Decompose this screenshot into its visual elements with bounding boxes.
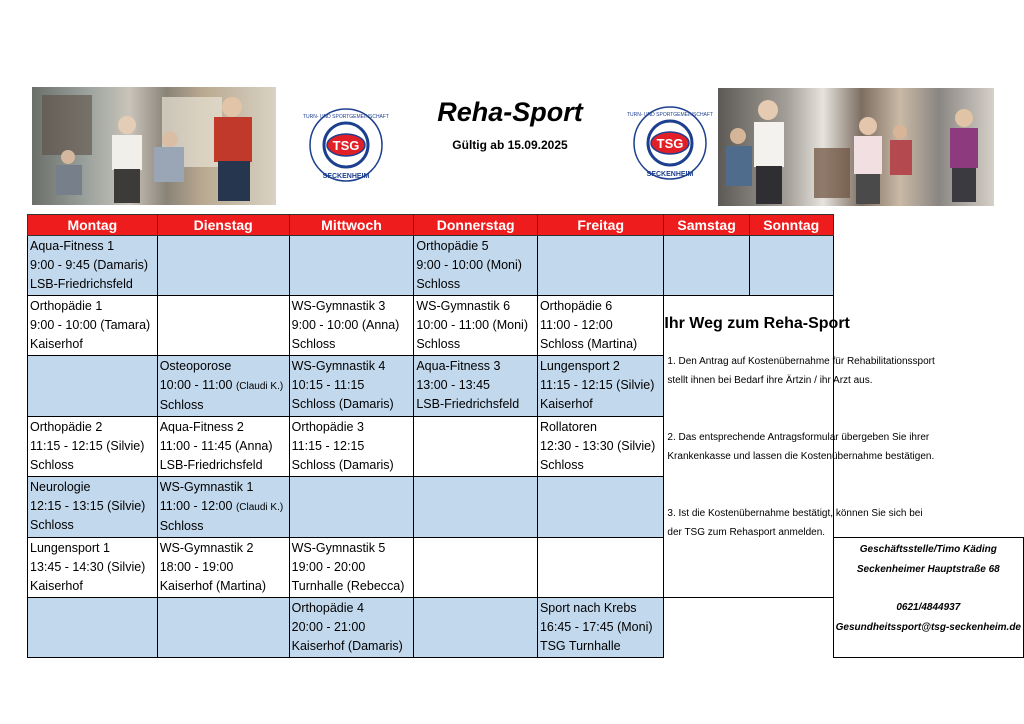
table-row bbox=[28, 538, 1024, 598]
svg-text:TSG: TSG bbox=[656, 136, 684, 151]
course-cell bbox=[157, 417, 289, 477]
day-header-montag: Montag bbox=[28, 215, 158, 236]
course-name: Osteoporose bbox=[159, 359, 232, 373]
course-name: Aqua-Fitness 3 bbox=[416, 359, 501, 373]
course-cell bbox=[414, 296, 538, 356]
course-location: Kaiserhof bbox=[539, 397, 593, 411]
course-location: Schloss (Damaris) bbox=[291, 458, 394, 472]
course-location: Schloss bbox=[30, 458, 74, 472]
empty-cell bbox=[537, 236, 663, 296]
day-header-samstag: Samstag bbox=[664, 215, 749, 236]
empty-cell bbox=[28, 598, 158, 658]
course-name: WS-Gymnastik 6 bbox=[416, 299, 511, 313]
course-cell bbox=[157, 356, 289, 417]
course-location: Schloss bbox=[159, 519, 204, 533]
course-location: LSB-Friedrichsfeld bbox=[159, 458, 263, 472]
weekday-header-row bbox=[28, 215, 1024, 236]
course-time: 20:00 - 21:00 bbox=[291, 620, 366, 634]
svg-text:TURN- UND SPORTGEMEINSCHAFT: TURN- UND SPORTGEMEINSCHAFT bbox=[626, 112, 714, 118]
course-time: 11:15 - 12:15 bbox=[291, 439, 365, 453]
course-time: 12:15 - 13:15 (Silvie) bbox=[30, 499, 146, 513]
contact-office: Geschäftsstelle/Timo Käding bbox=[859, 544, 997, 555]
course-location: Kaiserhof bbox=[30, 579, 83, 593]
course-location: Kaiserhof (Martina) bbox=[159, 579, 266, 593]
empty-cell bbox=[289, 236, 414, 296]
course-name: Orthopädie 1 bbox=[30, 299, 103, 313]
course-location: Schloss bbox=[539, 458, 584, 472]
page-title: Reha-Sport bbox=[437, 97, 583, 127]
contact-email[interactable]: Gesundheitssport@tsg-seckenheim.de bbox=[835, 622, 1021, 633]
course-name: Sport nach Krebs bbox=[539, 601, 637, 615]
course-time bbox=[160, 497, 287, 517]
tsg-logo-right bbox=[626, 105, 714, 181]
empty-cell bbox=[537, 538, 663, 598]
course-cell bbox=[289, 356, 414, 417]
empty-cell bbox=[414, 598, 538, 658]
course-cell bbox=[28, 236, 158, 296]
empty-cell bbox=[157, 296, 289, 356]
course-name: Orthopädie 2 bbox=[30, 420, 103, 434]
course-time: 13:45 - 14:30 (Silvie) bbox=[30, 560, 146, 574]
svg-text:SECKENHEIM: SECKENHEIM bbox=[322, 173, 370, 180]
day-header-dienstag: Dienstag bbox=[157, 215, 289, 236]
course-cell bbox=[537, 296, 663, 356]
course-cell bbox=[157, 538, 289, 598]
course-cell bbox=[537, 417, 663, 477]
course-name: Aqua-Fitness 2 bbox=[159, 420, 244, 434]
empty-cell bbox=[414, 477, 538, 538]
course-location: LSB-Friedrichsfeld bbox=[416, 397, 520, 411]
empty-cell bbox=[157, 236, 289, 296]
course-time: 9:00 - 10:00 (Tamara) bbox=[30, 318, 151, 332]
exercise-photo-left bbox=[32, 87, 276, 205]
contact-address: Seckenheimer Hauptstraße 68 bbox=[856, 564, 1000, 575]
course-cell bbox=[28, 538, 158, 598]
exercise-photo-right bbox=[718, 88, 994, 206]
course-cell bbox=[537, 598, 663, 658]
course-name: Rollatoren bbox=[539, 420, 597, 434]
course-cell bbox=[28, 417, 158, 477]
tsg-logo-left bbox=[302, 107, 390, 183]
course-time: 11:00 - 11:45 (Anna) bbox=[159, 439, 273, 453]
course-time: 11:15 - 12:15 (Silvie) bbox=[30, 439, 145, 453]
schedule-table bbox=[27, 214, 1024, 658]
course-time-value: 10:00 - 11:00 bbox=[159, 378, 233, 392]
table-row bbox=[28, 236, 1024, 296]
course-cell bbox=[28, 296, 158, 356]
course-name: WS-Gymnastik 1 bbox=[159, 480, 254, 494]
course-cell bbox=[537, 356, 663, 417]
table-row bbox=[28, 296, 1024, 356]
course-time: 10:15 - 11:15 bbox=[291, 378, 365, 392]
svg-text:TURN- UND SPORTGEMEINSCHAFT: TURN- UND SPORTGEMEINSCHAFT bbox=[302, 114, 390, 120]
course-name: WS-Gymnastik 3 bbox=[291, 299, 386, 313]
course-time: 11:00 - 12:00 bbox=[539, 318, 613, 332]
course-location: TSG Turnhalle bbox=[539, 639, 621, 653]
course-name: Orthopädie 6 bbox=[539, 299, 613, 313]
course-name: WS-Gymnastik 5 bbox=[291, 541, 386, 555]
course-time-value: 11:00 - 12:00 bbox=[159, 499, 233, 513]
empty-cell bbox=[157, 598, 289, 658]
course-trainer: (Claudi K.) bbox=[235, 502, 284, 513]
course-time: 9:00 - 9:45 (Damaris) bbox=[30, 258, 149, 272]
course-time: 9:00 - 10:00 (Moni) bbox=[416, 258, 522, 272]
course-time: 12:30 - 13:30 (Silvie) bbox=[539, 439, 656, 453]
course-cell bbox=[28, 477, 158, 538]
day-header-donnerstag: Donnerstag bbox=[414, 215, 538, 236]
svg-text:TSG: TSG bbox=[332, 138, 360, 153]
course-name: Orthopädie 4 bbox=[291, 601, 364, 615]
contact-phone: 0621/4844937 bbox=[896, 602, 961, 613]
info-step-1: 1. Den Antrag auf Kostenübernahme für Rehabilitationssport stellt ihnen bei Bedarf ihre Ärtzin / ihr Arzt aus. bbox=[667, 356, 935, 386]
empty-cell bbox=[414, 538, 538, 598]
empty-cell bbox=[289, 477, 414, 538]
empty-cell bbox=[749, 236, 833, 296]
course-cell bbox=[414, 356, 538, 417]
course-cell bbox=[414, 236, 538, 296]
course-location: Schloss bbox=[416, 277, 461, 291]
course-name: Lungensport 1 bbox=[30, 541, 110, 555]
course-location: Schloss (Damaris) bbox=[291, 397, 394, 411]
course-name: WS-Gymnastik 2 bbox=[159, 541, 254, 555]
course-cell bbox=[157, 477, 289, 538]
course-location: Kaiserhof bbox=[30, 337, 83, 351]
course-time: 10:00 - 11:00 (Moni) bbox=[416, 318, 528, 332]
contact-panel bbox=[833, 538, 1023, 658]
svg-text:SECKENHEIM: SECKENHEIM bbox=[646, 171, 694, 178]
info-step-2: 2. Das entsprechende Antragsformular übergeben Sie ihrer Krankenkasse und lassen die Kostenübernahme bestätigen. bbox=[667, 432, 935, 462]
course-cell bbox=[289, 598, 414, 658]
empty-cell bbox=[28, 356, 158, 417]
course-cell bbox=[289, 417, 414, 477]
course-location: Schloss (Martina) bbox=[539, 337, 638, 351]
course-location: Schloss bbox=[416, 337, 461, 351]
course-trainer: (Claudi K.) bbox=[235, 381, 284, 392]
course-location: Schloss bbox=[30, 518, 74, 532]
course-location: Turnhalle (Rebecca) bbox=[291, 579, 405, 593]
course-time: 19:00 - 20:00 bbox=[291, 560, 366, 574]
course-time bbox=[160, 376, 287, 396]
course-name: Neurologie bbox=[30, 480, 91, 494]
course-location: Schloss bbox=[159, 398, 204, 412]
valid-from-date: Gültig ab 15.09.2025 bbox=[452, 138, 568, 152]
course-location: LSB-Friedrichsfeld bbox=[30, 277, 133, 291]
course-time: 11:15 - 12:15 (Silvie) bbox=[539, 378, 655, 392]
day-header-sonntag: Sonntag bbox=[749, 215, 833, 236]
info-heading: Ihr Weg zum Reha-Sport bbox=[664, 315, 850, 332]
course-time: 16:45 - 17:45 (Moni) bbox=[539, 620, 653, 634]
course-time: 9:00 - 10:00 (Anna) bbox=[291, 318, 400, 332]
course-location: Schloss bbox=[291, 337, 336, 351]
day-header-freitag: Freitag bbox=[537, 215, 663, 236]
empty-cell bbox=[537, 477, 663, 538]
course-name: Lungensport 2 bbox=[539, 359, 620, 373]
course-cell bbox=[289, 538, 414, 598]
course-cell bbox=[289, 296, 414, 356]
empty-cell bbox=[414, 417, 538, 477]
course-name: Aqua-Fitness 1 bbox=[30, 239, 115, 253]
info-step-3: 3. Ist die Kostenübernahme bestätigt, können Sie sich bei der TSG zum Rehasport anmelden. bbox=[667, 508, 923, 538]
day-header-mittwoch: Mittwoch bbox=[289, 215, 414, 236]
course-name: Orthopädie 5 bbox=[416, 239, 489, 253]
course-time: 18:00 - 19:00 bbox=[159, 560, 234, 574]
course-time: 13:00 - 13:45 bbox=[416, 378, 491, 392]
course-location: Kaiserhof (Damaris) bbox=[291, 639, 403, 653]
course-name: WS-Gymnastik 4 bbox=[291, 359, 386, 373]
empty-cell bbox=[664, 236, 749, 296]
course-name: Orthopädie 3 bbox=[291, 420, 364, 434]
